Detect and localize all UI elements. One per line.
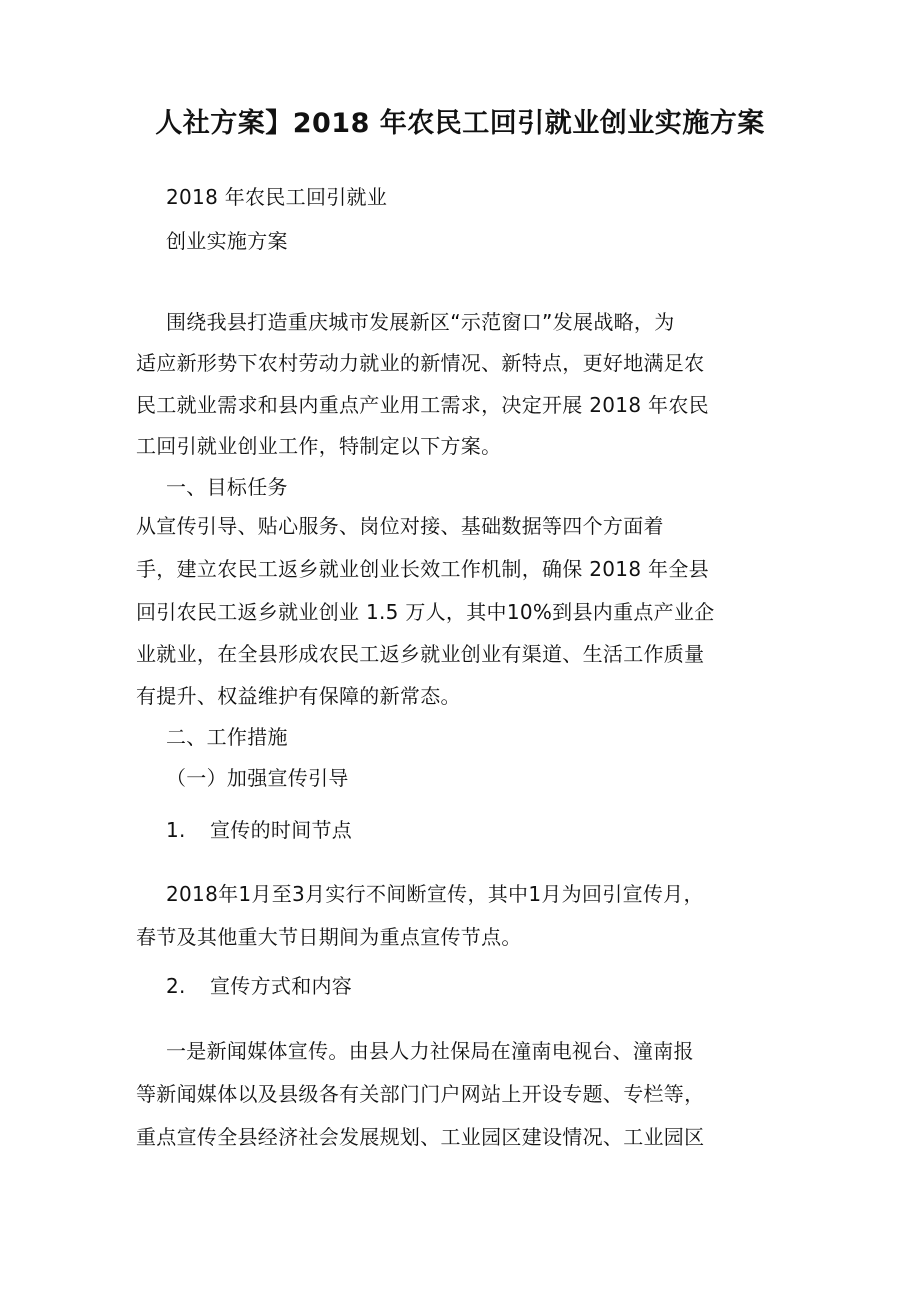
document-title: 人社方案】2018 年农民工回引就业创业实施方案 [155,108,765,139]
item-2-heading [166,971,352,1001]
item-2-paragraph-line: 等新闻媒体以及县级各有关部门门户网站上开设专题、专栏等， [136,1082,705,1106]
item-1-number: 1. [166,818,186,842]
section-1-paragraph-line: 有提升、权益维护有保障的新常态。 [136,684,461,708]
section-1-paragraph-line: 回引农民工返乡就业创业 1.5 万人，其中10%到县内重点产业企 [136,600,715,624]
subsection-1-heading: （一）加强宣传引导 [166,766,349,790]
item-2-title: 宣传方式和内容 [210,974,353,998]
section-1-paragraph-line: 手，建立农民工返乡就业创业长效工作机制，确保 2018 年全县 [136,557,709,581]
item-2-paragraph-line: 重点宣传全县经济社会发展规划、工业园区建设情况、工业园区 [136,1125,705,1149]
item-1-heading [166,815,352,845]
item-1-paragraph-line: 2018年1月至3月实行不间断宣传，其中1月为回引宣传月， [166,882,704,906]
section-2-heading: 二、工作措施 [166,725,288,749]
section-1-paragraph-line: 业就业，在全县形成农民工返乡就业创业有渠道、生活工作质量 [136,642,705,666]
section-1-heading: 一、目标任务 [166,475,288,499]
subtitle-line-2: 创业实施方案 [166,229,288,253]
intro-paragraph-line: 围绕我县打造重庆城市发展新区“示范窗口”发展战略，为 [166,310,675,334]
item-1-title: 宣传的时间节点 [210,818,353,842]
intro-paragraph-line: 民工就业需求和县内重点产业用工需求，决定开展 2018 年农民 [136,393,709,417]
section-1-paragraph-line: 从宣传引导、贴心服务、岗位对接、基础数据等四个方面着 [136,514,664,538]
intro-paragraph-line: 适应新形势下农村劳动力就业的新情况、新特点，更好地满足农 [136,351,705,375]
item-1-paragraph-line: 春节及其他重大节日期间为重点宣传节点。 [136,925,522,949]
item-2-paragraph-line: 一是新闻媒体宣传。由县人力社保局在潼南电视台、潼南报 [166,1039,694,1063]
subtitle-line-1: 2018 年农民工回引就业 [166,185,388,209]
item-2-number: 2. [166,974,186,998]
intro-paragraph-line: 工回引就业创业工作，特制定以下方案。 [136,434,502,458]
